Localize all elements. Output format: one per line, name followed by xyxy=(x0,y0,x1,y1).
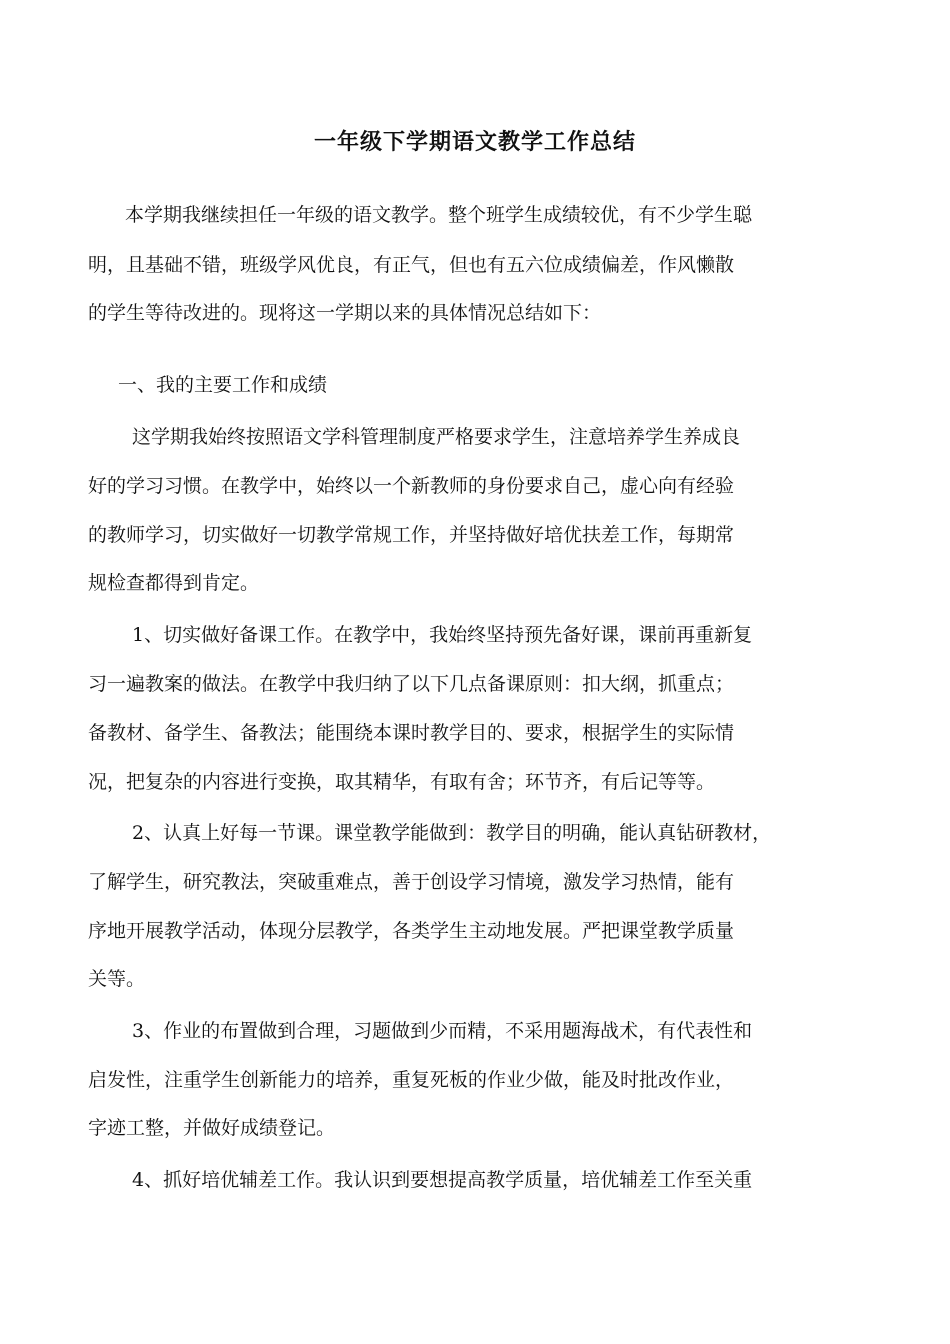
paragraph-line: 明，且基础不错，班级学风优良，有正气，但也有五六位成绩偏差，作风懒散 xyxy=(88,254,735,276)
paragraph-line: 关等。 xyxy=(88,968,146,990)
paragraph-line: 的学生等待改进的。现将这一学期以来的具体情况总结如下： xyxy=(88,302,602,324)
paragraph-line: 规检查都得到肯定。 xyxy=(88,572,260,594)
paragraph-line: 的教师学习，切实做好一切教学常规工作，并坚持做好培优扶差工作，每期常 xyxy=(88,524,735,546)
paragraph-line: 3、作业的布置做到合理，习题做到少而精，不采用题海战术，有代表性和 xyxy=(132,1020,753,1042)
paragraph-line: 习一遍教案的做法。在教学中我归纳了以下几点备课原则：扣大纲，抓重点； xyxy=(88,673,735,695)
document-title: 一年级下学期语文教学工作总结 xyxy=(313,129,636,155)
paragraph-line: 2、认真上好每一节课。课堂教学能做到：教学目的明确，能认真钻研教材， xyxy=(132,822,772,844)
paragraph-line: 1、切实做好备课工作。在教学中，我始终坚持预先备好课，课前再重新复 xyxy=(132,624,753,646)
paragraph-line: 备教材、备学生、备教法；能围绕本课时教学目的、要求，根据学生的实际情 xyxy=(88,722,735,744)
paragraph-line: 这学期我始终按照语文学科管理制度严格要求学生，注意培养学生养成良 xyxy=(132,426,741,448)
paragraph-line: 了解学生，研究教法，突破重难点，善于创设学习情境，激发学习热情，能有 xyxy=(88,871,735,893)
paragraph-line: 4、抓好培优辅差工作。我认识到要想提高教学质量，培优辅差工作至关重 xyxy=(132,1169,753,1191)
paragraph-line: 本学期我继续担任一年级的语文教学。整个班学生成绩较优，有不少学生聪 xyxy=(125,204,753,226)
paragraph-line: 好的学习习惯。在教学中，始终以一个新教师的身份要求自己，虚心向有经验 xyxy=(88,475,735,497)
paragraph-line: 启发性，注重学生创新能力的培养，重复死板的作业少做，能及时批改作业， xyxy=(88,1069,735,1091)
section-heading: 一、我的主要工作和成绩 xyxy=(118,374,328,396)
paragraph-line: 字迹工整，并做好成绩登记。 xyxy=(88,1117,336,1139)
paragraph-line: 况，把复杂的内容进行变换，取其精华，有取有舍；环节齐，有后记等等。 xyxy=(88,771,716,793)
paragraph-line: 序地开展教学活动，体现分层教学，各类学生主动地发展。严把课堂教学质量 xyxy=(88,920,735,942)
